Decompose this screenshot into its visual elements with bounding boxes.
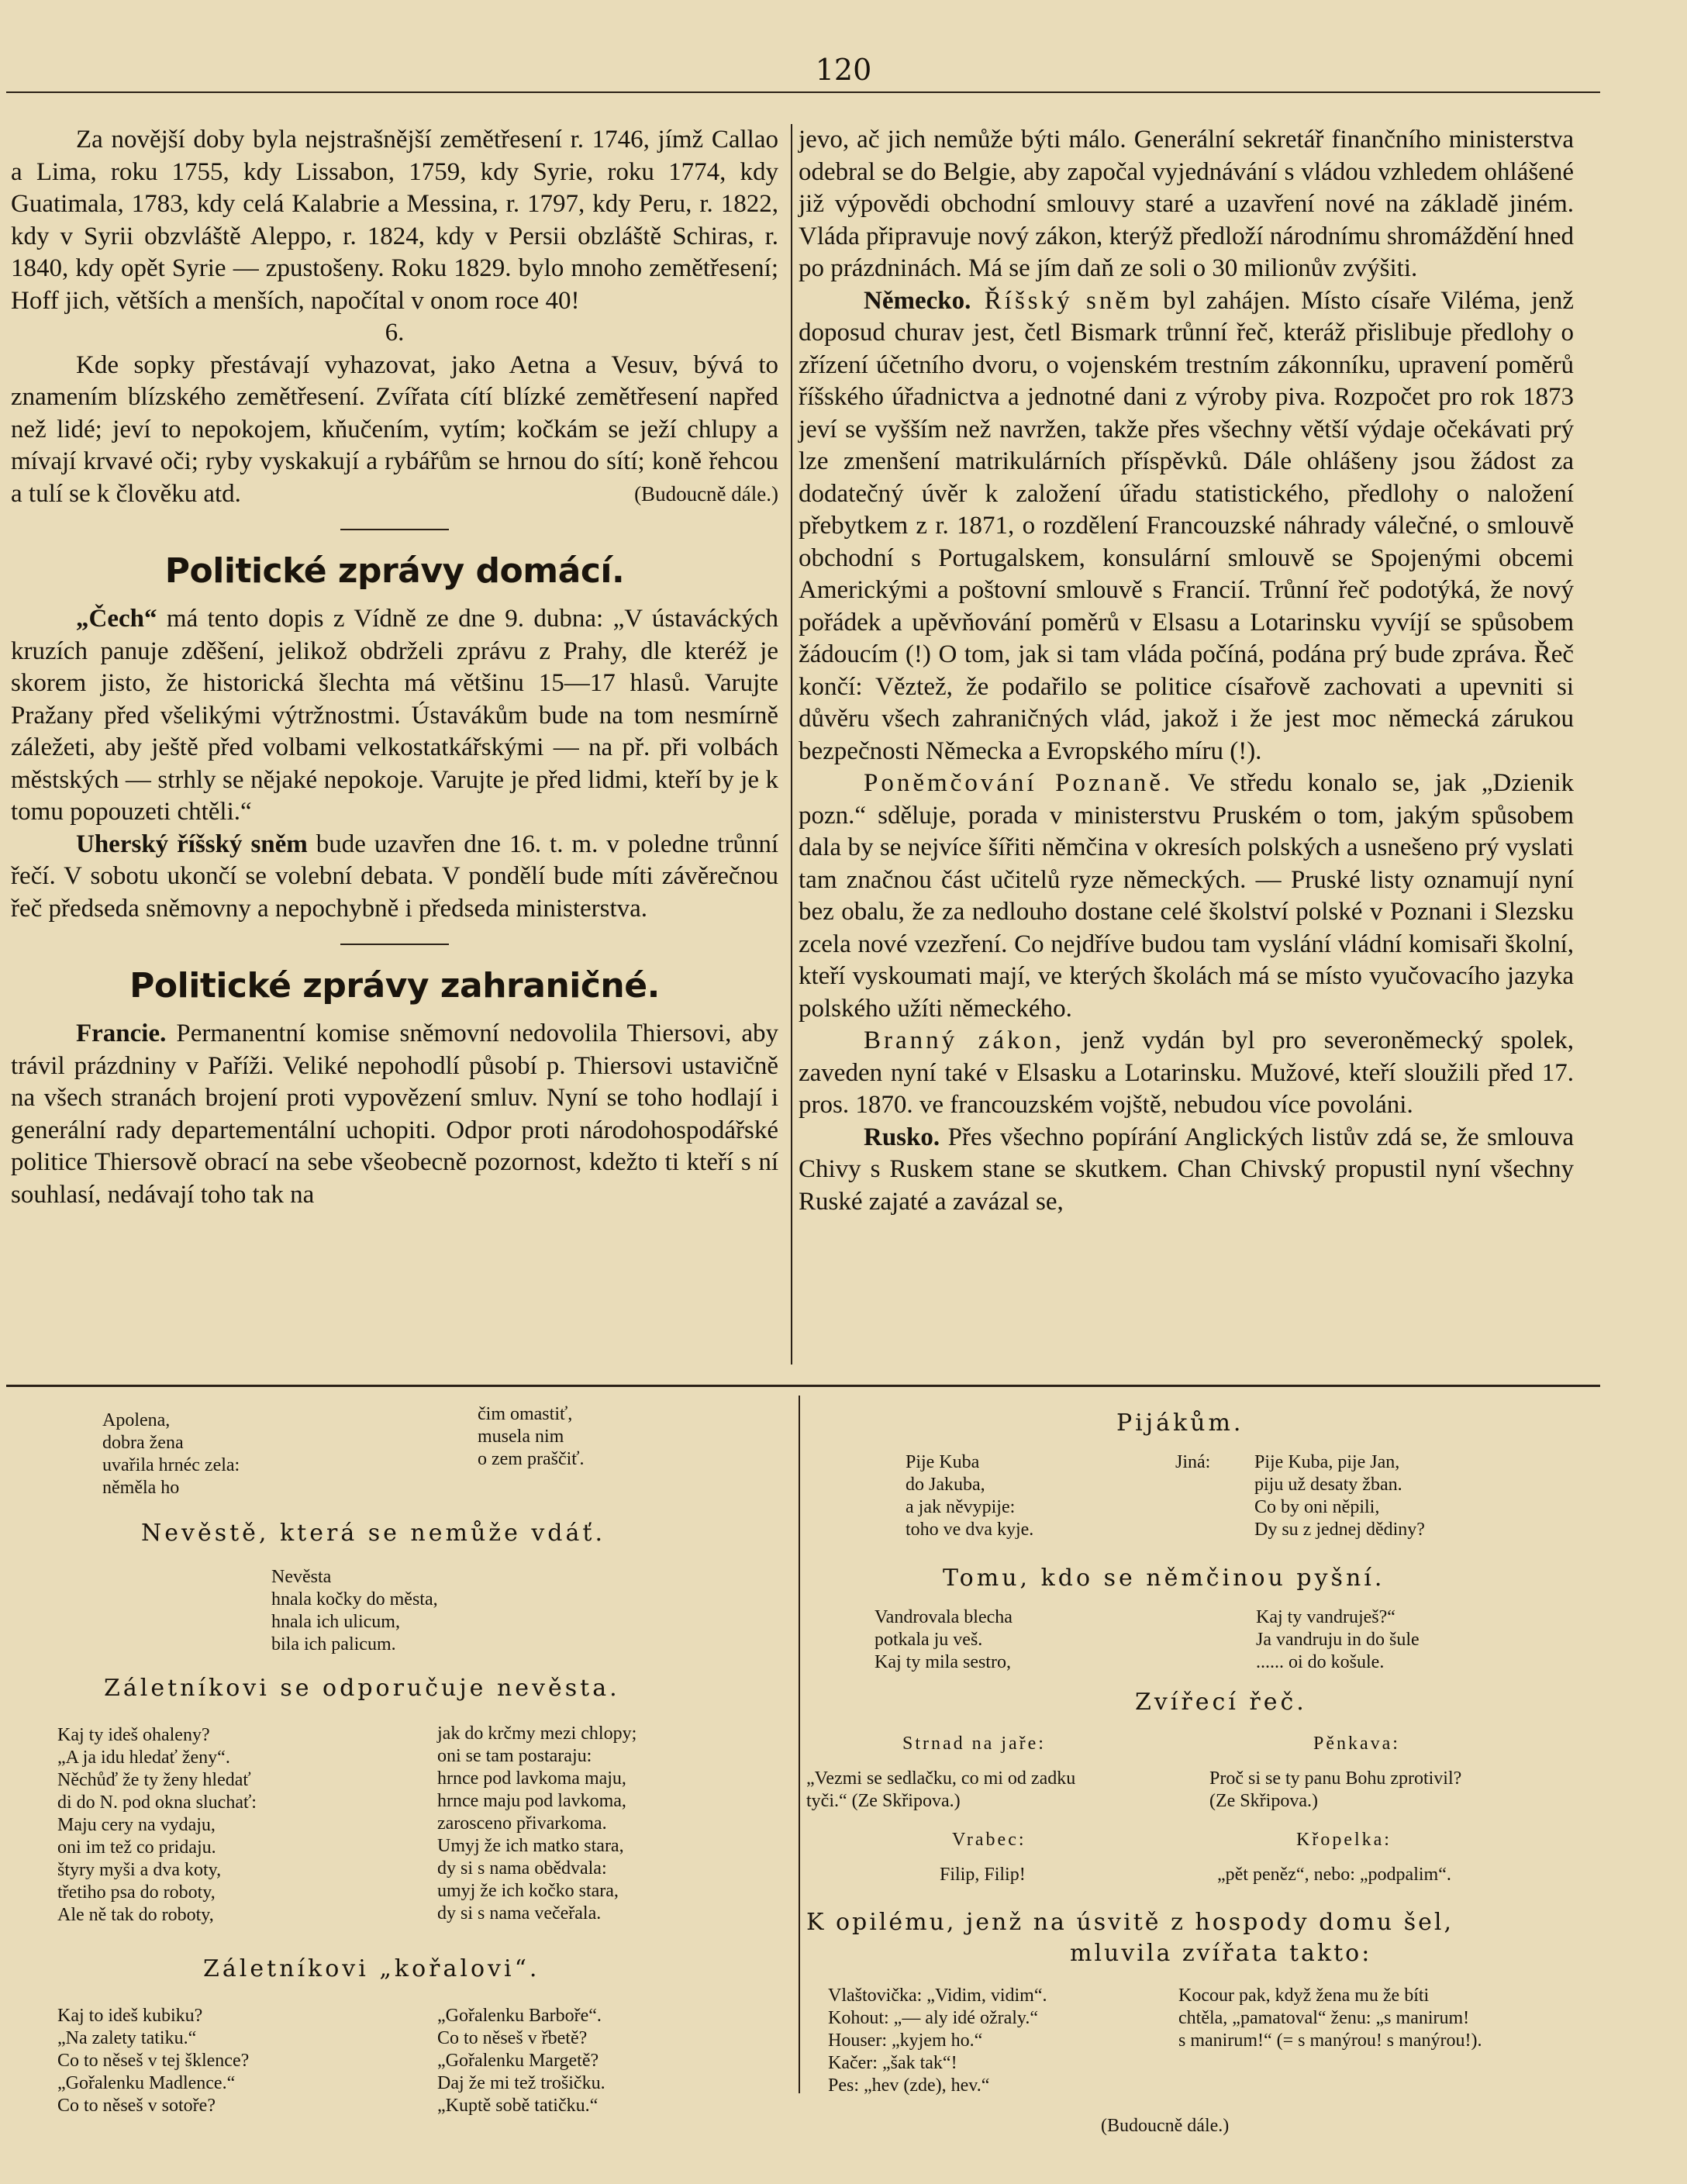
poem-koralovi-b: „Gořalenku Barboře“. Co to něseš v řbetě? „Gořalenku Margetě? Daj že mi tež trošičku. „Kuptě sobě tatičku.“	[437, 2006, 605, 2116]
poem-pijakum-b: Pije Kuba, pije Jan, piju už desaty žban. Co by oni něpili, Dy su z jednej dědiny?	[1254, 1452, 1425, 1540]
feuilleton-divider	[799, 1396, 800, 2093]
poem-title-opily: K opilému, jenž na úsvitě z hospody domu šel,	[806, 1909, 1454, 1936]
poem-title-opily-2: mluvila zvířata takto:	[1070, 1940, 1372, 1967]
volcano-text: Kde sopky přestávají vyhazovat, jako Aetna a Vesuv, bývá to znamením blízského zemětřesení. Zvířata cítí blízké zemětřesení napřed než lidé; jeví to nepokojem, kňučením, vytím; kočkám se ježí chlupy a mívají krvavé oči; ryby vyskakují a rybářům se hrnou do sítí; koně řehcou a tulí se k člověku atd.	[11, 350, 778, 508]
poem-apolena-b: čim omastiť, musela nim o zem praščiť.	[478, 1404, 585, 1469]
france-paragraph	[11, 1018, 778, 1211]
poem-title-pijakum: Pijákům.	[1116, 1409, 1244, 1437]
label-penkava: Pěnkava:	[1313, 1734, 1400, 1754]
poznan-paragraph	[799, 768, 1574, 1025]
right-column	[799, 124, 1574, 1218]
heading-foreign-news: Politické zprávy zahraničné.	[129, 966, 660, 1006]
separator-rule	[340, 944, 449, 945]
poem-nevesta: Nevěsta hnala kočky do města, hnala ich ulicum, bila ich palicum.	[271, 1567, 438, 1654]
continued-note-bottom: (Budoucně dále.)	[1101, 2116, 1230, 2136]
label-strnad: Strnad na jaře:	[902, 1734, 1046, 1754]
poem-opily-b: Kocour pak, když žena mu že bíti chtěla, „pamatoval“ ženu: „s manirum! s manirum!“ (= s manýrou! s manýrou!).	[1178, 1986, 1482, 2051]
text-vrabec: Filip, Filip!	[940, 1865, 1026, 1885]
poem-zaletnik-a: Kaj ty ideš ohaleny? „A ja idu hledať ženy“. Něchůď že ty ženy hledať di do N. pod okna sluchať: Maju cery na vydaju, oni im tež co pridaju. štyry myši a dva koty, třetiho psa do roboty, Ale ně tak do roboty,	[57, 1725, 257, 1925]
uher-paragraph	[11, 829, 778, 926]
germany-lead: Německo.	[864, 286, 971, 315]
military-paragraph	[799, 1025, 1574, 1122]
top-rule	[6, 91, 1600, 93]
section-number: 6.	[385, 319, 405, 347]
earthquake-paragraph: Za novější doby byla nejstrašnější zemětřesení r. 1746, jímž Callao a Lima, roku 1755, kdy Lissabon, 1759, kdy Syrie, roku 1774, kdy Guatimala, 1783, kdy celá Kalabrie a Messina, r. 1797, kdy Peru, r. 1822, kdy v Syrii obzvláště Aleppo, r. 1824, kdy v Persii obzláště Schiras, r. 1840, kdy opět Syrie — zpustošeny. Roku 1829. bylo mnoho zemětřesení; Hoff jich, větších a menších, napočítal v onom roce 40!	[11, 126, 778, 315]
continued-note: (Budoucně dále.)	[634, 481, 778, 505]
cech-lead: „Čech“	[76, 605, 157, 633]
russia-text: Přes všechno popírání Anglických listův zdá se, že smlouva Chivy s Ruskem stane se skutkem. Chan Chivský propustil nyní všechny Ruské zajaté a zavázal se,	[799, 1123, 1574, 1216]
text-kropelka: „pět peněz“, nebo: „podpalim“.	[1217, 1865, 1451, 1885]
russia-lead: Rusko.	[864, 1123, 940, 1151]
label-vrabec: Vrabec:	[952, 1830, 1026, 1850]
uher-text: bude uzavřen dne 16. t. m. v poledne trůnní řečí. V sobotu ukončí se volební debata. V pondělí bude míti závěrečnou řeč předseda sněmovny a nepochybně i předseda ministerstva.	[11, 830, 778, 923]
poem-title-koralovi: Záletníkovi „kořalovi“.	[203, 1955, 540, 1982]
germany-paragraph	[799, 285, 1574, 768]
page-number: 120	[815, 53, 872, 87]
poem-title-nevesta: Nevěstě, která se nemůže vdáť.	[141, 1520, 605, 1547]
germany-text: byl zahájen. Místo císaře Viléma, jenž doposud churav jest, četl Bismark trůnní řeč, kteráž přislibuje předlohy o zřízení účetního dvoru, o vojenském trestním zákonníku, upravení poměrů říšského úřadnictva a jednotné dani z výroby piva. Rozpočet pro rok 1873 jeví se vyšším než navržen, takže přes všechny větší výdaje očekávati prý lze zmenšení matrikulárních příspěvků. Dále ohlášeny jsou žádost za dodatečný úvěr k založení úřadu statistického, předlohy o naložení přebytkem z r. 1871, o rozdělení Francouzské náhrady válečné, o smlouvě obchodní s Portugalskem, konsulární smlouvě se Spojenými obcemi Americkými a poštovní smlouvě s Francií. Trůnní řeč podotýká, že nový pořádek a upěvňování poměrů v Elsasu a Lotarinsku vyvíjí se spůsobem žádoucím (!) O tom, jak si tam vláda počíná, podána prý bude zpráva. Řeč končí: Věztež, že podařilo se politice císařově zachovati a upevniti si důvěru všech zahraničných vlád, jakož i že jest moc německá zárukou bezpečnosti Německa a Evropského míru (!).	[799, 286, 1574, 765]
poem-zaletnik-b: jak do krčmy mezi chlopy; oni se tam postaraju: hrnce pod lavkoma maju, hrnce maju pod lavkoma, zarosceno přivarkoma. Umyj že ich matko stara, dy si s nama obědvala: umyj že ich kočko stara, dy si s nama večeřala.	[437, 1723, 637, 1924]
poem-title-nemcina: Tomu, kdo se němčinou pyšní.	[943, 1565, 1385, 1592]
separator-rule	[340, 529, 449, 530]
france-continued: jevo, ač jich nemůže býti málo. Generální sekretář finančního ministerstva odebral se do Belgie, aby započal vyjednávání s vládou vzhledem ohlášené již výpovědi obchodní smlouvy staré a uzavření nové na základě jiném. Vláda připravuje nový zákon, kterýž předloží národnímu shromáždění hned po prázdninách. Má se jím daň ze soli o 30 milionův zvýšiti.	[799, 126, 1574, 282]
feuilleton-rule	[6, 1385, 1600, 1387]
cech-text: má tento dopis z Vídně ze dne 9. dubna: „V ústaváckých kruzích panuje zděšení, jelikož obdrželi zprávu z Prahy, dle kteréž je skorem jisto, že historická šlechta má většinu 15—17 hlasů. Varujte Pražany před všelikými výtržnostmi. Ústavákům bude na tom nesmírně záležeti, aby ještě před volbami velkostatkářskými — na př. při volbách městských — strhly se nějaké nepokoje. Varujte je před lidmi, kteří by je k tomu popouzeti chtěli.“	[11, 605, 778, 826]
russia-paragraph	[799, 1122, 1574, 1219]
poem-pijakum-a: Pije Kuba do Jakuba, a jak něvypije: toho ve dva kyje.	[906, 1452, 1034, 1540]
poem-nemcina-a: Vandrovala blecha potkala ju veš. Kaj ty mila sestro,	[875, 1607, 1013, 1672]
poem-koralovi-a: Kaj to ideš kubiku? „Na zalety tatiku.“ Co to něseš v tej šklence? „Gořalenku Madlence.“ Co to něseš v sotoře?	[57, 2006, 250, 2116]
reichstag-label: Říšský sněm	[971, 286, 1153, 315]
cech-paragraph	[11, 603, 778, 829]
text-penkava: Proč si se ty panu Bohu zprotivil? (Ze Skřipova.)	[1209, 1768, 1462, 1811]
poznan-lead: Poněmčování Poznaně.	[864, 769, 1174, 797]
volcano-paragraph	[11, 350, 778, 511]
france-lead: Francie.	[76, 1020, 167, 1047]
poem-pijakum-jina: Jiná:	[1175, 1452, 1211, 1472]
poznan-text: Ve středu konalo se, jak „Dzienik pozn.“ sděluje, porada v ministerstvu Pruském o tom, jakým spůsobem dala by se nejvíce šířiti němčina v okresích polských a usnešeno prý vyslati tam značnou část učitelů ryze německých. — Pruské listy oznamují nyní bez obalu, že za nedlouho dostane celé školství polské v Poznani i Slezsku zcela nové vzezření. Co nejdříve budou tam vyslání vládní komisaři školní, kteří vyskoumati mají, ve kterých školách má se místo vyučovacího jazyka polského užíti německého.	[799, 769, 1574, 1023]
france-text: Permanentní komise sněmovní nedovolila Thiersovi, aby trávil prázdniny v Paříži. Veliké nepohodlí působí p. Thiersovi ustavičně na všech stranách brojení proti vypovězení smluv. Nyní se toho hodlají i generální rady departementální uchopiti. Odpor proti národohospodářské politice Thiersově obrací na sebe všeobecně pozornost, kdežto ti kteří s ní souhlasí, nedávají toho tak na	[11, 1020, 778, 1209]
label-kropelka: Křopelka:	[1296, 1830, 1392, 1850]
heading-domestic-news: Politické zprávy domácí.	[164, 551, 625, 591]
military-lead: Branný zákon,	[864, 1026, 1064, 1054]
poem-opily-a: Vlaštovička: „Vidim, vidim“. Kohout: „— aly idé ožraly.“ Houser: „kyjem ho.“ Kačer: „šak tak“! Pes: „hev (zde), hev.“	[828, 1986, 1047, 2096]
left-column	[11, 124, 778, 1211]
poem-title-zvireci: Zvířecí řeč.	[1135, 1689, 1307, 1716]
column-divider	[791, 124, 792, 1365]
text-strnad: „Vezmi se sedlačku, co mi od zadku tyči.“ (Ze Skřipova.)	[806, 1768, 1076, 1811]
military-text: jenž vydán byl pro severoněmecký spolek, zaveden nyní také v Elsasku a Lotarinsku. Mužové, kteří sloužili před 17. pros. 1870. ve francouzském vojště, nebudou více povoláni.	[799, 1026, 1574, 1119]
poem-title-zaletnik: Záletníkovi se odporučuje nevěsta.	[104, 1675, 620, 1702]
uher-lead: Uherský říšský sněm	[76, 830, 308, 858]
poem-apolena-a: Apolena, dobra žena uvařila hrnéc zela: něměla ho	[102, 1410, 240, 1498]
poem-nemcina-b: Kaj ty vandruješ?“ Ja vandruju in do šule ...... oi do košule.	[1256, 1607, 1420, 1672]
